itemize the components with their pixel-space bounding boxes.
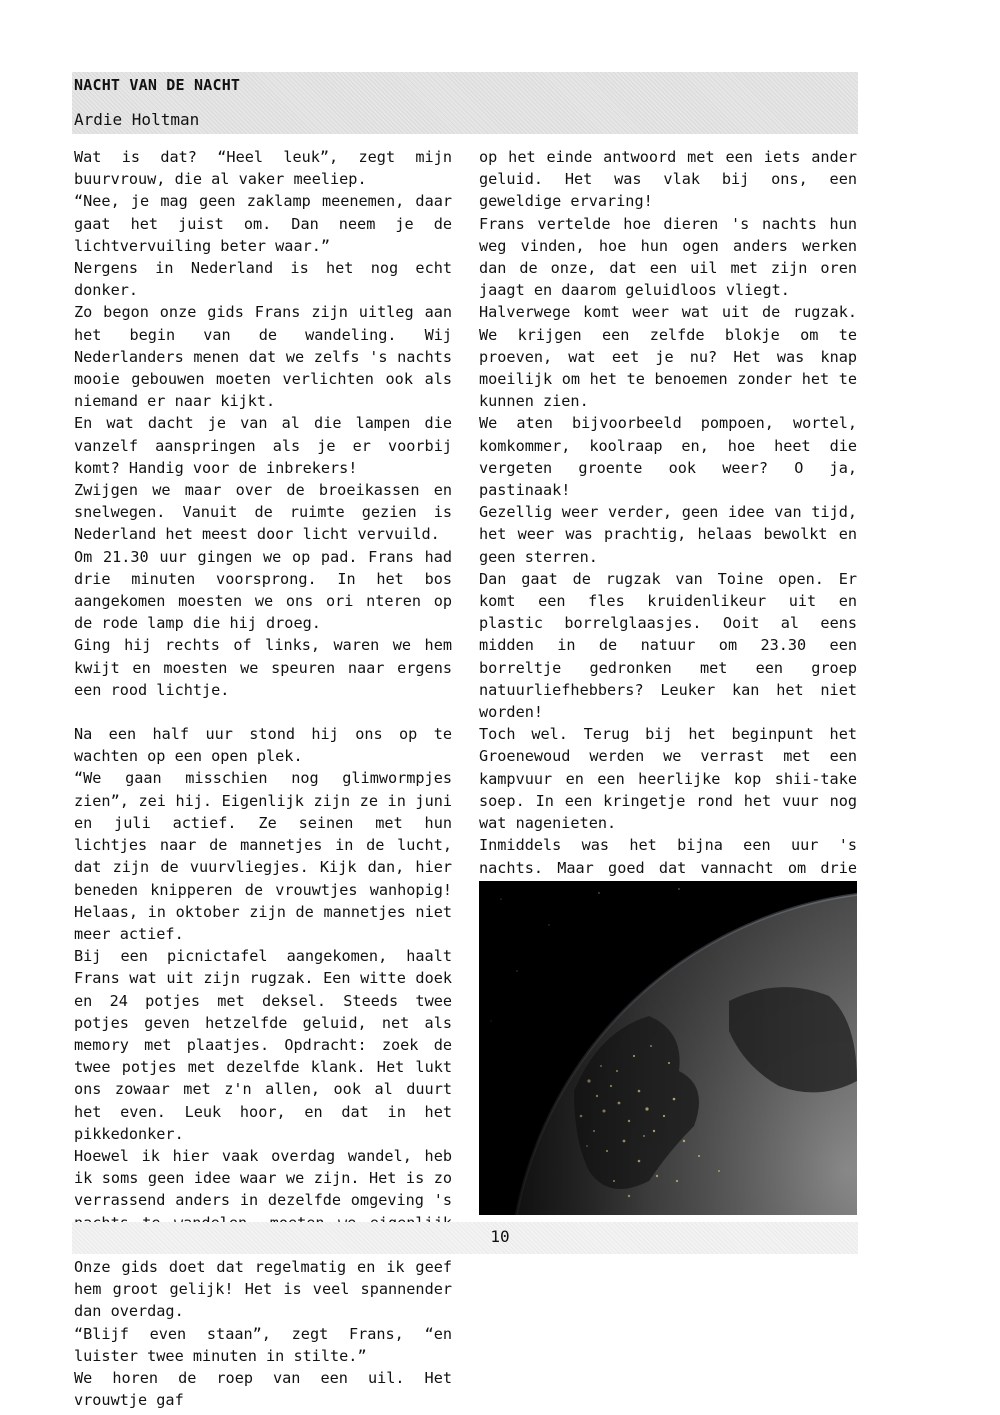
paragraph: We aten bijvoorbeeld pompoen, wortel, komkommer, koolraap en, hoe heet die vergeten groente ook weer? O ja, pastinaak! [479,414,857,500]
paragraph: Na een half uur stond hij ons op te wachten op een open plek. [74,725,452,766]
paragraph: “We gaan misschien nog glimwormpjes zien”, zei hij. Eigenlijk zijn ze in juni en juli actief. Ze seinen met hun lichtjes naar de mannetjes in de lucht, dat zijn de vuurvliegjes. Kijk dan, hier beneden knipperen de vrouwtjes wanhopig! Helaas, in oktober zijn de mannetjes niet meer actief. [74,769,452,943]
earth-at-night-photo [479,881,857,1215]
paragraph: Hoewel ik hier vaak overdag wandel, heb ik soms geen idee waar we zijn. Het is zo verrassend anders in dezelfde omgeving 's [74,1146,452,1210]
paragraph: Zwijgen we maar over de broeikassen en snelwegen. Vanuit de ruimte gezien is Nederland het meest door licht vervuild. [74,481,452,544]
paragraph: Onze gids doet dat regelmatig en ik geef hem groot gelijk! Het is veel spannender dan overdag. [74,1257,452,1321]
paragraph: En wat dacht je van al die lampen die vanzelf aanspringen als je er voorbij komt? Handig voor de inbrekers! [74,414,452,477]
paragraph: Bij een picnictafel aangekomen, haalt Frans wat uit zijn rugzak. Een witte doek en 24 potjes met deksel. Steeds twee potjes geven hetzelfde geluid, net als memory met plaatjes. Opdracht: zoek de twee potjes met dezelfde klank. Het lukt ons zowaar met z'n allen, ook al duurt het even. Leuk hoor, en dat in het pikkedonker. [74,947,452,1143]
paragraph: Ging hij rechts of links, waren we hem kwijt en moesten we speuren naar ergens een rood lichtje. [74,636,452,699]
paragraph: Frans vertelde hoe dieren 's nachts hun weg vinden, hoe hun ogen anders werken dan de onze, dat een uil met zijn oren jaagt en daarom geluidloos vliegt. [479,214,857,300]
paragraph: We horen de roep van een uil. Het vrouwtje gaf [74,1368,452,1410]
paragraph: “Nee, je mag geen zaklamp meenemen, daar gaat het juist om. Dan neem je de lichtvervuiling beter waar.” [74,192,452,255]
page-number: 10 [490,1227,510,1246]
paragraph: Zo begon onze gids Frans zijn uitleg aan het begin van de wandeling. Wij Nederlanders menen dat we zelfs 's nachts mooie gebouwen moeten verlichten ook als niemand er naar kijkt. [74,303,452,411]
paragraph: Om 21.30 uur gingen we op pad. Frans had drie minuten voorsprong. In het bos aangekomen moesten we ons ori nteren op de rode lamp die hij droeg. [74,547,452,633]
paragraph: Halverwege komt weer wat uit de rugzak. We krijgen een zelfde blokje om te proeven, wat eet je nu? Het was knap moeilijk om het te benoemen zonder het te kunnen zien. [479,303,857,411]
paragraph: Dan gaat de rugzak van Toine open. Er komt een fles kruidenlikeur uit en plastic borrelglaasjes. Ooit al eens midden in de natuur om 23.30 een borreltje gedronken met een groep natuurliefhebbers? Leuker kan het niet worden! [479,569,857,722]
article-author: Ardie Holtman [74,110,200,129]
paragraph: Wat is dat? “Heel leuk”, zegt mijn buurvrouw, die al vaker meeliep. [74,148,452,189]
paragraph: Inmiddels was het bijna een uur 's nachts. Maar goed dat vannacht om drie [479,836,857,877]
paragraph: op het einde antwoord met een iets ander geluid. Het was vlak bij ons, een geweldige ervaring! [479,148,857,211]
paragraph: Gezellig weer verder, geen idee van tijd, het weer was prachtig, helaas bewolkt en geen sterren. [479,503,857,566]
article-title: NACHT VAN DE NACHT [74,76,241,94]
paragraph: Nergens in Nederland is het nog echt donker. [74,259,452,300]
paragraph: “Blijf even staan”, zegt Frans, “en luister twee minuten in stilte.” [74,1324,452,1365]
paragraph: Toch wel. Terug bij het beginpunt het Groenewoud werden we verrast met een kampvuur en een heerlijke kop shii-take soep. In een kringetje rond het vuur nog wat nagenieten. [479,725,857,833]
